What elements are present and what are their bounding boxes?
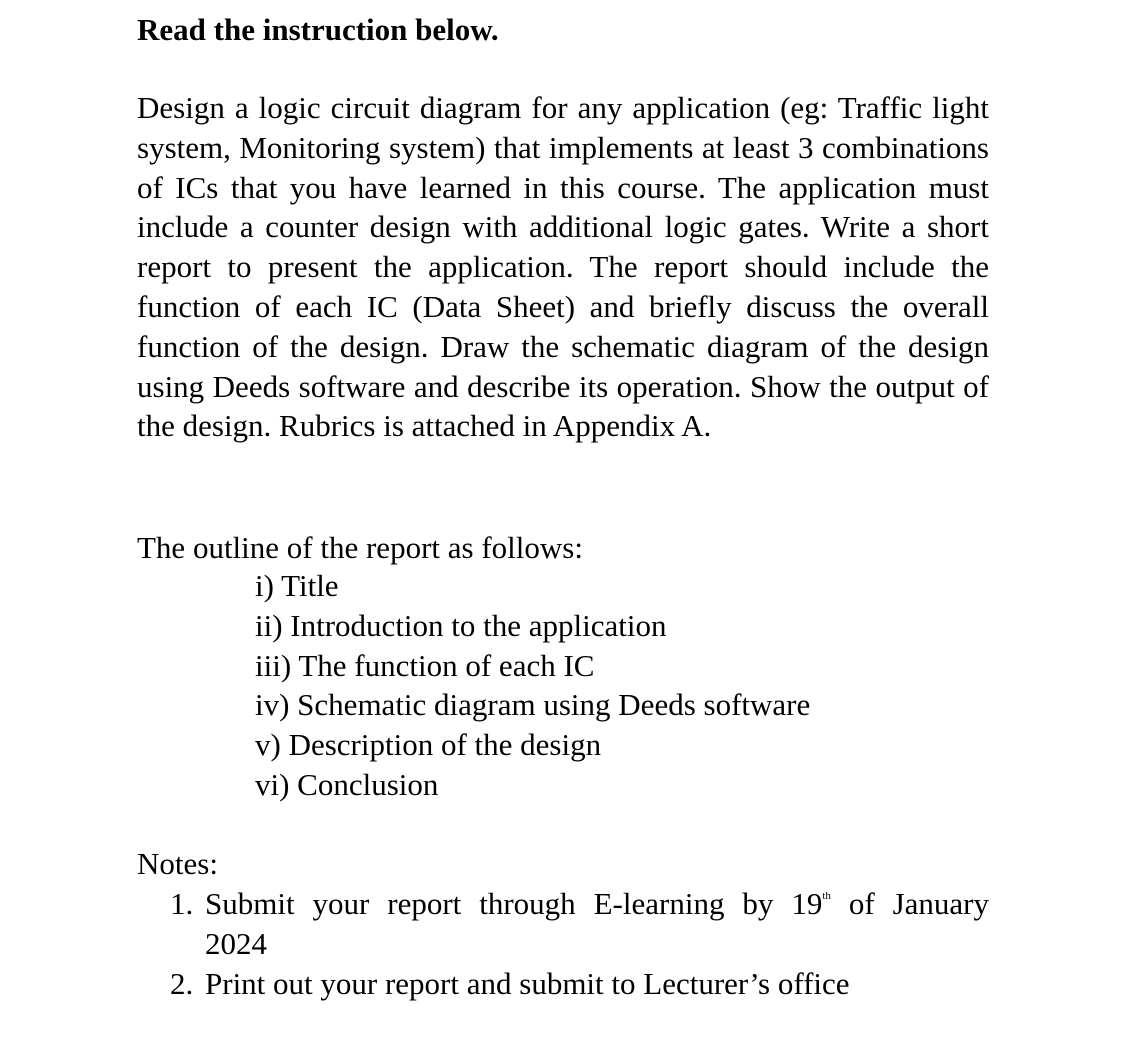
notes-list	[137, 884, 989, 1003]
note-text: of January	[830, 886, 989, 921]
note-text: Print out your report and submit to Lecturer’s office	[205, 965, 850, 1001]
notes-label: Notes:	[137, 846, 218, 881]
note-text-continued: 2024	[205, 925, 267, 961]
outline-item-ic-function: iii) The function of each IC	[255, 647, 595, 683]
outline-item-title: i) Title	[255, 568, 339, 603]
instruction-paragraph: Design a logic circuit diagram for any application (eg: Traffic light system, Monitoring system) that implements at least 3 combinations of ICs that you have learned in this course. The application must include a counter design with additional logic gates. Write a short report to present the application. The report should include the function of each IC (Data Sheet) and briefly discuss the overall function of the design. Draw the schematic diagram of the design using Deeds software and describe its operation. Show the output of the design. Rubrics is attached in Appendix A.	[137, 90, 989, 444]
note-item	[137, 884, 989, 964]
note-item	[137, 964, 989, 1004]
note-text: Submit your report through E-learning by 19	[205, 886, 823, 921]
outline-item-schematic: iv) Schematic diagram using Deeds software	[255, 687, 811, 723]
note-line	[205, 884, 989, 924]
outline-item-introduction: ii) Introduction to the application	[255, 607, 667, 643]
note-number: 2.	[170, 965, 194, 1001]
outline-list	[255, 566, 810, 805]
instruction-heading: Read the instruction below.	[137, 12, 499, 47]
outline-item-conclusion: vi) Conclusion	[255, 766, 439, 802]
note-superscript: th	[822, 890, 831, 902]
outline-item-description: v) Description of the design	[255, 727, 602, 763]
outline-intro: The outline of the report as follows:	[137, 530, 583, 565]
note-number: 1.	[170, 886, 194, 921]
